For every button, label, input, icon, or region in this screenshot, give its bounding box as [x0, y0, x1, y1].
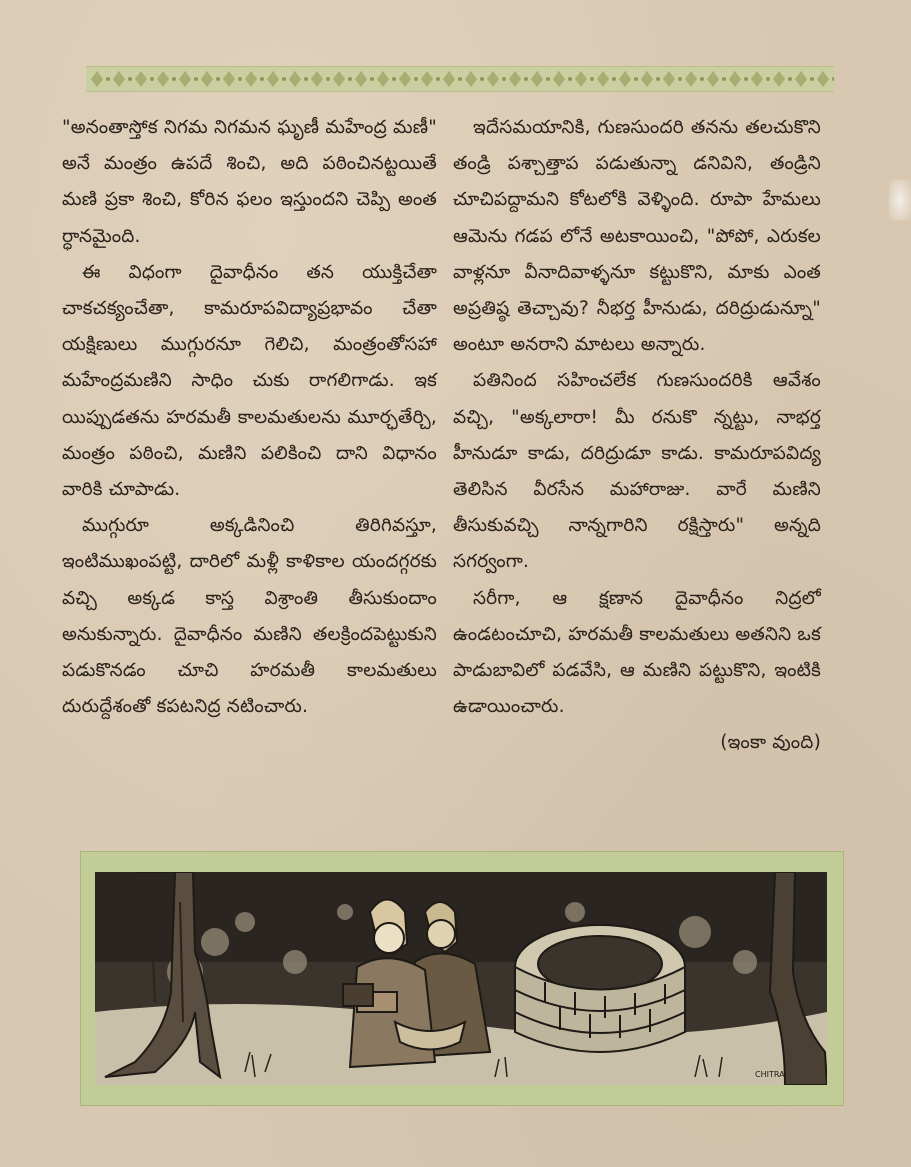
border-dot: [150, 77, 154, 81]
border-dot: [480, 77, 484, 81]
border-ornament: [531, 71, 543, 87]
left-text-column: [62, 110, 437, 725]
paragraph: సరీగా, ఆ క్షణాన దైవాధీనం నిద్రలో ఉండటంచూచి, హరమతీ కాలమతులు అతనిని ఒక పాడుబావిలో పడవేసి, ఆ మణిని పట్టుకొని, ఇంటికి ఉడాయించారు.: [453, 587, 821, 718]
border-dot: [678, 77, 682, 81]
border-dot: [304, 77, 308, 81]
border-dot: [700, 77, 704, 81]
border-ornament: [289, 71, 301, 87]
paper-stain: [889, 180, 911, 220]
border-ornament: [377, 71, 389, 87]
border-dot: [502, 77, 506, 81]
illustration: [95, 872, 827, 1085]
border-ornament: [729, 71, 741, 87]
border-ornament: [663, 71, 675, 87]
border-dot: [414, 77, 418, 81]
border-ornament: [421, 71, 433, 87]
border-dot: [744, 77, 748, 81]
border-ornament: [157, 71, 169, 87]
border-ornament: [553, 71, 565, 87]
decorative-top-border: [86, 66, 834, 92]
border-dot: [590, 77, 594, 81]
border-ornament: [179, 71, 191, 87]
border-ornament: [245, 71, 257, 87]
border-ornament: [267, 71, 279, 87]
border-dot: [238, 77, 242, 81]
continued-note: (ఇంకా వుంది): [720, 732, 821, 754]
border-dot: [788, 77, 792, 81]
border-ornament: [685, 71, 697, 87]
border-dot: [348, 77, 352, 81]
paragraph: ఈ విధంగా దైవాధీనం తన యుక్తిచేతా చాకచక్యంచేతా, కామరూపవిద్యాప్రభావం చేతా యక్షిణులు ముగ్గురనూ గెలిచి, మంత్రంతోసహా మహేంద్రమణిని సాధిం చుకు రాగలిగాడు. ఇక యిప్పుడతను హరమతీ కాలమతులను మూర్ఛతేర్చి, మంత్రం పఠించి, మణిని పలికించి దాని విధానం వారికి చూపాడు.: [62, 261, 437, 501]
paragraph: ముగ్గురూ అక్కడినించి తిరిగివస్తూ, ఇంటిముఖంపట్టి, దారిలో మళ్లీ కాళికాల యందగ్గరకు వచ్చి అక్కడ కాస్త విశ్రాంతి తీసుకుందాం అనుకున్నారు. దైవాధీనం మణిని తలక్రిందపెట్టుకుని పడుకొనడం చూచి హరమతీ కాలమతులు దురుద్దేశంతో కపటనిద్ర నటించారు.: [62, 515, 437, 718]
border-dot: [568, 77, 572, 81]
border-dot: [370, 77, 374, 81]
border-dot: [722, 77, 726, 81]
border-ornament: [223, 71, 235, 87]
border-dot: [810, 77, 814, 81]
border-dot: [282, 77, 286, 81]
border-dot: [392, 77, 396, 81]
border-dot: [458, 77, 462, 81]
border-ornament: [619, 71, 631, 87]
border-dot: [634, 77, 638, 81]
border-ornament: [355, 71, 367, 87]
border-dot: [326, 77, 330, 81]
border-dot: [128, 77, 132, 81]
border-ornament: [465, 71, 477, 87]
border-ornament: [707, 71, 719, 87]
border-ornament: [487, 71, 499, 87]
border-ornament: [795, 71, 807, 87]
border-ornament: [135, 71, 147, 87]
illustration-frame: [80, 851, 844, 1106]
border-ornament: [443, 71, 455, 87]
paragraph: పతినింద సహించలేక గుణసుందరికి ఆవేశం వచ్చి, "అక్కలారా! మీ రనుకొ న్నట్టు, నాభర్త హీనుడూ కాడు, దరిద్రుడూ కాడు. కామరూపవిద్య తెలిసిన వీరసేన మహారాజు. వారే మణిని తీసుకువచ్చి నాన్నగారిని రక్షిస్తారు" అన్నది సగర్వంగా.: [453, 370, 821, 573]
border-ornament: [575, 71, 587, 87]
border-dot: [172, 77, 176, 81]
border-dot: [546, 77, 550, 81]
illustration-signature: CHITRA: [755, 1070, 785, 1079]
border-dot: [656, 77, 660, 81]
paragraph: "అనంతాస్తోక నిగమ నిగమన ఘృణీ మహేంద్ర మణీ" అనే మంత్రం ఉపదే శించి, అది పఠించినట్టయితే మణి ప్రకా శించి, కోరిన ఫలం ఇస్తుందని చెప్పి అంత ర్ధానమైంది.: [62, 117, 437, 247]
border-ornament: [311, 71, 323, 87]
border-dot: [436, 77, 440, 81]
border-dot: [612, 77, 616, 81]
border-ornament: [333, 71, 345, 87]
border-ornament: [773, 71, 785, 87]
border-ornament: [817, 71, 829, 87]
border-ornament: [751, 71, 763, 87]
border-ornament: [91, 71, 103, 87]
border-ornament: [113, 71, 125, 87]
border-ornament: [509, 71, 521, 87]
paragraph: ఇదేసమయానికి, గుణసుందరి తనను తలచుకొని తండ్రి పశ్చాత్తాప పడుతున్నా డనివిని, తండ్రిని చూచిపద్దామని కోటలోకి వెళ్ళింది. రూపా హేమలు ఆమెను గడప లోనే అటకాయించి, "పోపో, ఎరుకల వాళ్లనూ వీనాదివాళ్ళనూ కట్టుకొని, మాకు ఎంత అప్రతిష్ఠ తెచ్చావు? నీభర్త హీనుడు, దరిద్రుడున్నూ" అంటూ అనరాని మాటలు అన్నారు.: [453, 117, 821, 356]
border-ornament: [399, 71, 411, 87]
border-ornament: [641, 71, 653, 87]
border-ornament: [201, 71, 213, 87]
border-ornament: [597, 71, 609, 87]
border-dot: [194, 77, 198, 81]
border-dot: [832, 77, 834, 81]
border-dot: [216, 77, 220, 81]
right-text-column: [453, 110, 821, 762]
border-dot: [524, 77, 528, 81]
border-dot: [766, 77, 770, 81]
border-dot: [260, 77, 264, 81]
border-dot: [106, 77, 110, 81]
